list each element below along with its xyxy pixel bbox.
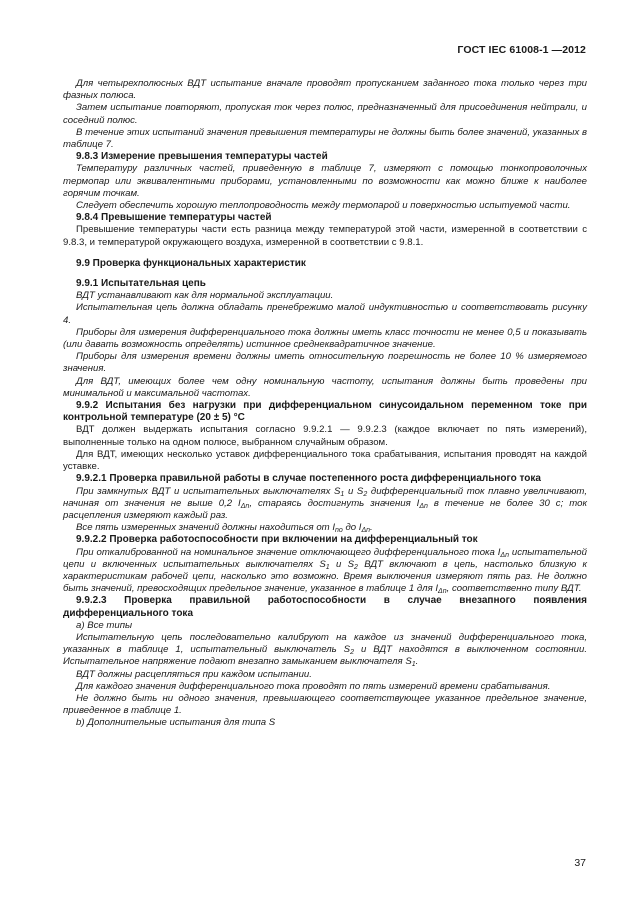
standard-header: ГОСТ IEC 61008-1 —2012 — [457, 44, 586, 56]
section-heading-9-9-2-2: 9.9.2.2 Проверка работоспособности при включении на дифференциальный ток — [76, 534, 478, 546]
paragraph: Превышение температуры части есть разница между температурой этой части, измеренной в соответствии с 9.8.3, и температурой окружающего воздуха, измеренной в соответствии с 9.8.1. — [63, 224, 587, 248]
paragraph: Для ВДТ, имеющих более чем одну номинальную частоту, испытания должны быть проведены при минимальной и максимальной частотах. — [63, 375, 587, 399]
section-heading-9-8-3: 9.8.3 Измерение превышения температуры частей — [76, 151, 328, 163]
paragraph: ВДТ устанавливают как для нормальной эксплуатации. — [76, 290, 334, 302]
paragraph: В течение этих испытаний значения превышения температуры не должны быть более значений, указанных в таблице 7. — [63, 126, 587, 151]
section-heading-9-9-1: 9.9.1 Испытательная цепь — [76, 278, 206, 290]
paragraph: Все пять измеренных значений должны находиться от $I_{no}$ до $I_{\Delta n}$. — [76, 522, 373, 535]
list-label: a) Все типы — [76, 619, 133, 631]
section-heading-9-9: 9.9 Проверка функциональных характеристик — [76, 257, 306, 269]
paragraph: ВДТ должен выдержать испытания согласно 9.9.2.1 — 9.9.2.3 (каждое включает по пять измерений), выполненные только на одном полюсе, выбранном случайным образом. — [63, 424, 587, 448]
paragraph: Для каждого значения дифференциального тока проводят по пять измерений времени срабатывания. — [76, 680, 551, 692]
section-heading-9-9-2: 9.9.2 Испытания без нагрузки при дифференциальном синусоидальном переменном токе при контрольной температуре (20 ± 5) °С — [63, 400, 587, 424]
paragraph: Не должно быть ни одного значения, превышающего соответствующее указанное предельное значение, приведенное в таблице 1. — [63, 692, 587, 717]
paragraph: ВДТ должны расцепляться при каждом испытании. — [76, 668, 312, 680]
list-label: b) Дополнительные испытания для типа S — [76, 717, 276, 729]
paragraph: Для ВДТ, имеющих несколько уставок дифференциального тока срабатывания, испытания проводят на каждой уставке. — [63, 448, 587, 473]
paragraph: Следует обеспечить хорошую теплопроводность между термопарой и поверхностью испытуемой части. — [76, 200, 571, 212]
paragraph: Приборы для измерения времени должны иметь относительную погрешность не более 10 % измеряемого значения. — [63, 351, 587, 375]
section-heading-9-9-2-3: 9.9.2.3 Проверка правильной работоспособности в случае внезапного появления дифференциального тока — [63, 595, 587, 619]
paragraph: Испытательная цепь должна обладать пренебрежимо малой индуктивностью и соответствовать рисунку 4. — [63, 302, 587, 326]
paragraph: Для четырехполюсных ВДТ испытание вначале проводят пропусканием заданного тока только через три фазных полюса. — [63, 78, 587, 102]
paragraph: При откалиброванной на номинальное значение отключающего дифференциального тока $I_{\Delta n}$ испытательной цепи и включенных испытательных выключателях $S_1$ и $S_2$ ВДТ включают в цепь, настолько близкую к характеристикам рабочей цепи, насколько это возможно. Время выключения измеряют пять раз. Не должно быть значений, превосходящих предельное значение, указанное в таблице 1 для $I_{\Delta n}$, соответственно типу ВДТ. — [63, 546, 587, 596]
section-heading-9-8-4: 9.8.4 Превышение температуры частей — [76, 212, 272, 224]
paragraph: Приборы для измерения дифференциального тока должны иметь класс точности не менее 0,5 и показывать (или давать возможность определять) истинное среднеквадратичное значение. — [63, 326, 587, 351]
document-body — [63, 78, 587, 730]
paragraph: Испытательную цепь последовательно калибруют на каждое из значений дифференциального тока, указанных в таблице 1, испытательный выключатель $S_2$ и ВДТ находятся в выключенном состоянии. Испытательное напряжение подают внезапно замыканием выключателя $S_1$. — [63, 631, 587, 669]
section-heading-9-9-2-1: 9.9.2.1 Проверка правильной работы в случае постепенного роста дифференциального тока — [76, 473, 541, 485]
paragraph: При замкнутых ВДТ и испытательных выключателях $S_1$ и $S_2$ дифференциальный ток плавно увеличивают, начиная от значения не выше 0,2 $I_{\Delta n}$, стараясь достигнуть значения $I_{\Delta n}$ в течение не более 30 с; ток расцепления измеряют каждый раз. — [63, 485, 587, 521]
paragraph: Затем испытание повторяют, пропуская ток через полюс, предназначенный для присоединения нейтрали, и соседний полюс. — [63, 102, 587, 126]
paragraph: Температуру различных частей, приведенную в таблице 7, измеряют с помощью тонкопроволочных термопар или эквивалентными приборами, установленными по возможности как можно ближе к наиболее горячим точкам. — [63, 163, 587, 199]
page-number: 37 — [574, 857, 586, 869]
